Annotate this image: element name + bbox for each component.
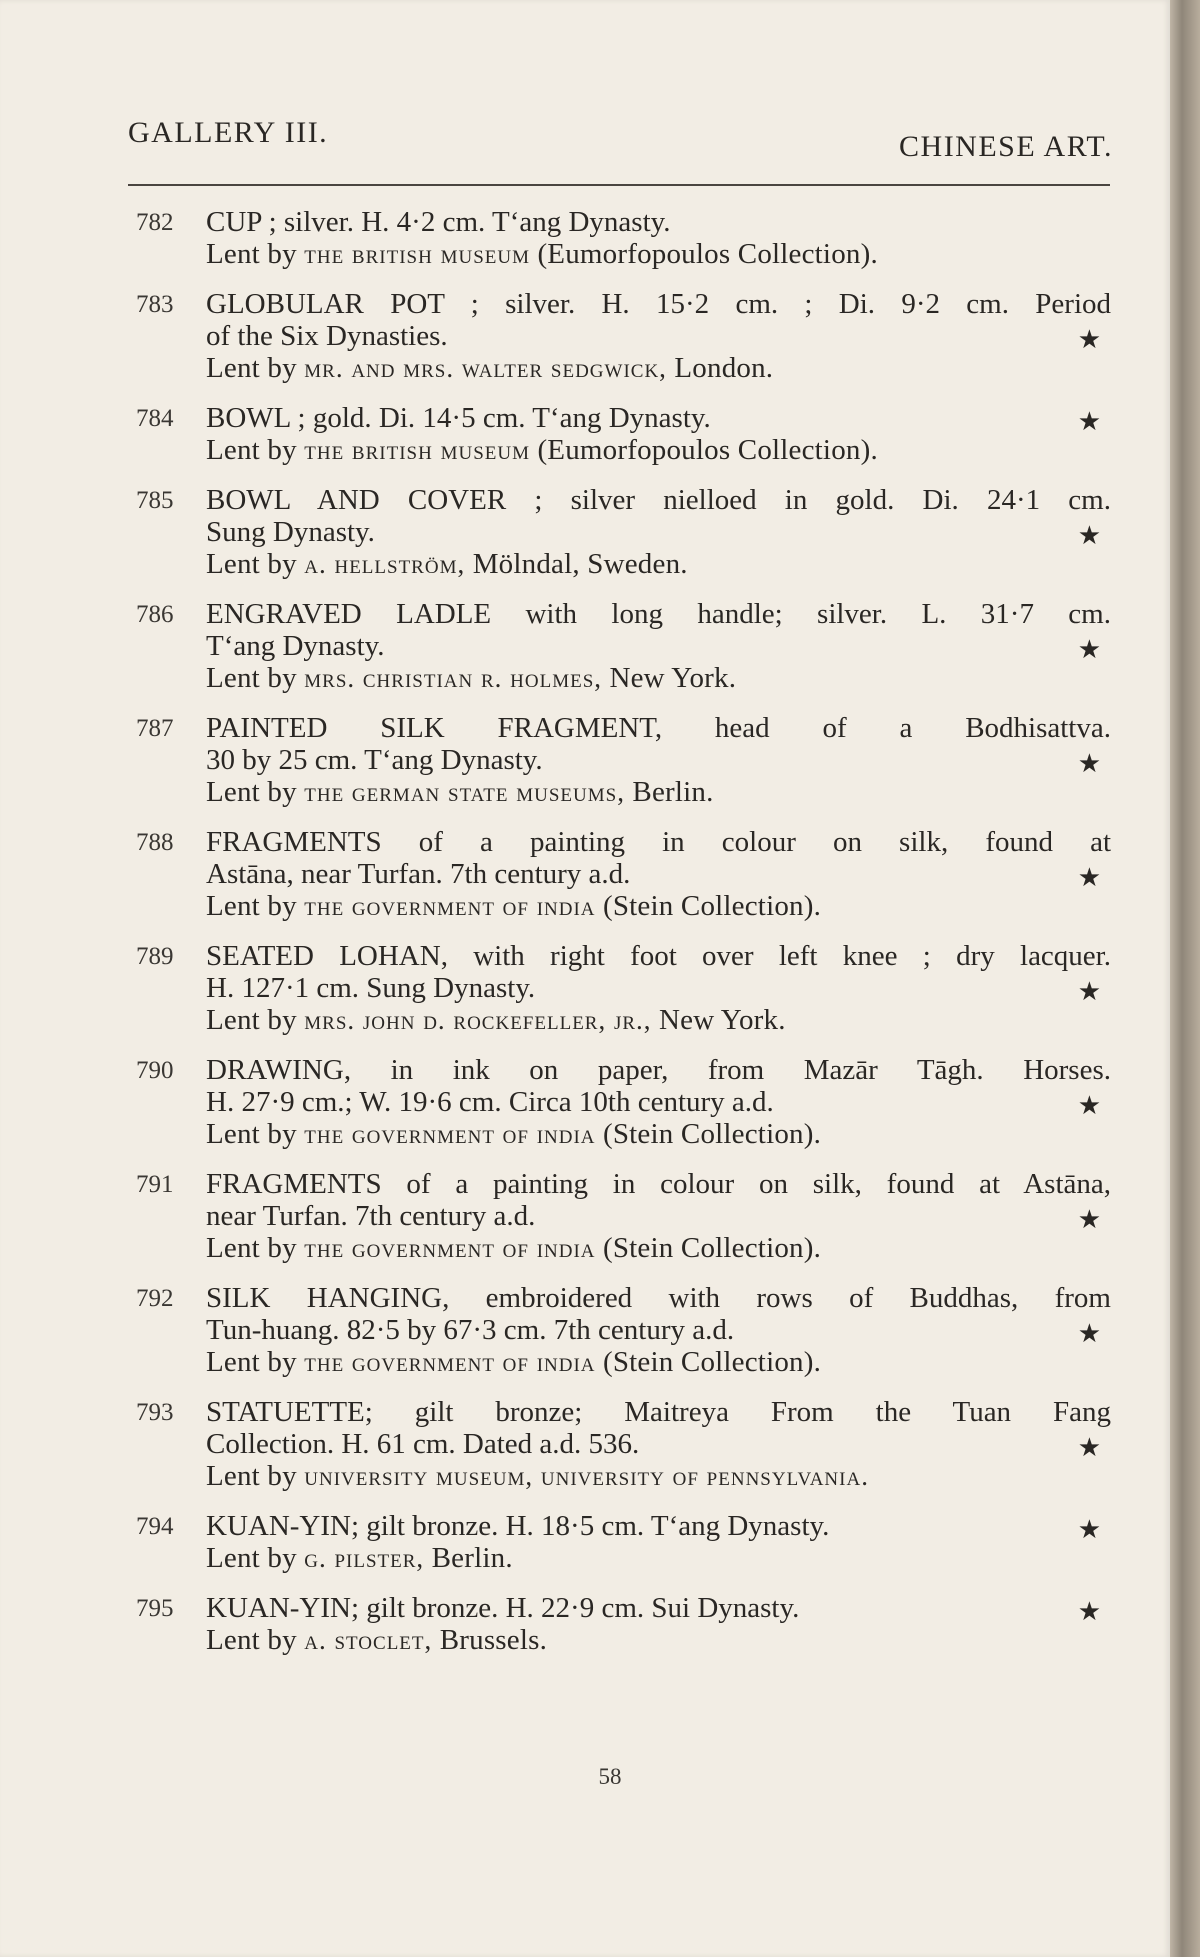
entry-description-line [206, 320, 1111, 352]
catalogue-entry [136, 1396, 1111, 1492]
lender-name: the british museum [304, 239, 530, 269]
catalogue-entry [136, 1282, 1111, 1378]
lender-location: (Stein Collection). [602, 1118, 822, 1150]
entry-description-line [206, 1086, 1111, 1118]
entry-description-line [206, 1282, 1111, 1314]
header-rule [128, 184, 1110, 186]
entry-description-line [206, 206, 1111, 238]
entry-description-line [206, 598, 1111, 630]
entry-number: 795 [136, 1595, 174, 1622]
lender-line [206, 238, 1111, 270]
lender-line [206, 662, 1111, 694]
star-icon: ★ [1077, 635, 1101, 664]
lender-line [206, 1460, 1111, 1492]
entry-number: 788 [136, 829, 174, 856]
entry-description-text: BOWL AND COVER ; silver nielloed in gold. Di. 24·1 cm. [206, 484, 1111, 516]
entry-description-text: FRAGMENTS of a painting in colour on silk, found at Astāna, [206, 1168, 1111, 1200]
lender-name: a. hellström, [304, 549, 466, 579]
lender-prefix: Lent by [206, 1542, 297, 1574]
lender-name: the government of india [304, 1233, 596, 1263]
lender-location: Berlin. [632, 776, 714, 808]
entry-description-line [206, 712, 1111, 744]
entry-number: 794 [136, 1513, 174, 1540]
star-icon: ★ [1077, 1515, 1101, 1544]
lender-prefix: Lent by [206, 1460, 297, 1492]
entry-description-text: CUP ; silver. H. 4·2 cm. T‘ang Dynasty. [206, 206, 671, 238]
star-icon: ★ [1077, 1205, 1101, 1234]
lender-line [206, 434, 1111, 466]
lender-prefix: Lent by [206, 1004, 297, 1036]
lender-location: New York. [659, 1004, 786, 1036]
catalogue-entry [136, 484, 1111, 580]
entry-description-line [206, 1396, 1111, 1428]
lender-name: mrs. christian r. holmes, [304, 663, 603, 693]
entry-description-text: GLOBULAR POT ; silver. H. 15·2 cm. ; Di. 9·2 cm. Period [206, 288, 1111, 320]
lender-prefix: Lent by [206, 662, 297, 694]
entry-description-line [206, 1168, 1111, 1200]
catalogue-entry [136, 1592, 1111, 1656]
lender-prefix: Lent by [206, 352, 297, 384]
lender-line [206, 1118, 1111, 1150]
lender-name: mrs. john d. rockefeller, jr., [304, 1005, 652, 1035]
lender-prefix: Lent by [206, 890, 297, 922]
entry-description-line [206, 516, 1111, 548]
lender-location: London. [674, 352, 774, 384]
entry-number: 787 [136, 715, 174, 742]
lender-name: the german state museums, [304, 777, 625, 807]
entry-description-text: near Turfan. 7th century a.d. [206, 1200, 536, 1232]
entry-description-text: Astāna, near Turfan. 7th century a.d. [206, 858, 631, 890]
entry-description-text: H. 27·9 cm.; W. 19·6 cm. Circa 10th century a.d. [206, 1086, 774, 1118]
lender-name: the british museum [304, 435, 530, 465]
star-icon: ★ [1077, 1319, 1101, 1348]
lender-location: Mölndal, Sweden. [472, 548, 688, 580]
lender-prefix: Lent by [206, 434, 297, 466]
lender-prefix: Lent by [206, 1232, 297, 1264]
lender-name: the government of india [304, 891, 596, 921]
lender-prefix: Lent by [206, 548, 297, 580]
lender-name: g. pilster, [304, 1543, 425, 1573]
entry-number: 783 [136, 291, 174, 318]
lender-line [206, 1232, 1111, 1264]
entry-description-line [206, 1592, 1111, 1624]
entry-description-line [206, 940, 1111, 972]
entry-description-text: 30 by 25 cm. T‘ang Dynasty. [206, 744, 543, 776]
lender-location: Brussels. [439, 1624, 548, 1656]
catalogue-entry [136, 1054, 1111, 1150]
star-icon: ★ [1077, 977, 1101, 1006]
entry-description-line [206, 630, 1111, 662]
catalogue-entry [136, 712, 1111, 808]
entry-description-text: Sung Dynasty. [206, 516, 375, 548]
lender-prefix: Lent by [206, 1118, 297, 1150]
entry-description-text: T‘ang Dynasty. [206, 630, 385, 662]
page-number: 58 [598, 1764, 622, 1789]
catalogue-entry [136, 940, 1111, 1036]
entry-description-text: Tun-huang. 82·5 by 67·3 cm. 7th century a.d. [206, 1314, 735, 1346]
entry-description-text: KUAN-YIN; gilt bronze. H. 18·5 cm. T‘ang Dynasty. [206, 1510, 830, 1542]
lender-name: the government of india [304, 1347, 596, 1377]
entry-description-line [206, 744, 1111, 776]
lender-name: mr. and mrs. walter sedgwick, [304, 353, 667, 383]
star-icon: ★ [1077, 325, 1101, 354]
entry-number: 784 [136, 405, 174, 432]
entry-number: 791 [136, 1171, 174, 1198]
lender-line [206, 548, 1111, 580]
entry-description-text: Collection. H. 61 cm. Dated a.d. 536. [206, 1428, 640, 1460]
catalogue-entry [136, 826, 1111, 922]
entry-description-text: FRAGMENTS of a painting in colour on silk, found at [206, 826, 1111, 858]
star-icon: ★ [1077, 521, 1101, 550]
entry-description-line [206, 1314, 1111, 1346]
entry-number: 785 [136, 487, 174, 514]
star-icon: ★ [1077, 1091, 1101, 1120]
entry-description-text: KUAN-YIN; gilt bronze. H. 22·9 cm. Sui Dynasty. [206, 1592, 800, 1624]
lender-line [206, 1542, 1111, 1574]
entry-number: 782 [136, 209, 174, 236]
lender-location: (Stein Collection). [602, 1346, 822, 1378]
lender-line [206, 1346, 1111, 1378]
entry-description-line [206, 1510, 1111, 1542]
lender-location: (Eumorfopoulos Collection). [537, 238, 878, 270]
lender-location: New York. [609, 662, 737, 694]
entry-description-line [206, 1054, 1111, 1086]
entry-number: 793 [136, 1399, 174, 1426]
lender-prefix: Lent by [206, 776, 297, 808]
lender-name: a. stoclet, [304, 1625, 433, 1655]
entry-description-text: SEATED LOHAN, with right foot over left knee ; dry lacquer. [206, 940, 1111, 972]
entry-description-text: of the Six Dynasties. [206, 320, 448, 352]
entry-number: 792 [136, 1285, 174, 1312]
entry-description-text: DRAWING, in ink on paper, from Mazār Tāgh. Horses. [206, 1054, 1111, 1086]
lender-line [206, 776, 1111, 808]
entry-description-line [206, 826, 1111, 858]
entry-description-line [206, 1200, 1111, 1232]
entry-description-line [206, 1428, 1111, 1460]
star-icon: ★ [1077, 1597, 1101, 1626]
entry-description-line [206, 288, 1111, 320]
entry-description-text: PAINTED SILK FRAGMENT, head of a Bodhisattva. [206, 712, 1111, 744]
lender-line [206, 890, 1111, 922]
lender-prefix: Lent by [206, 1346, 297, 1378]
lender-location: (Stein Collection). [602, 1232, 822, 1264]
page-edge [1170, 0, 1200, 1957]
entry-description-line [206, 972, 1111, 1004]
star-icon: ★ [1077, 407, 1101, 436]
entry-description-text: ENGRAVED LADLE with long handle; silver. L. 31·7 cm. [206, 598, 1111, 630]
catalogue-entry [136, 598, 1111, 694]
entry-number: 789 [136, 943, 174, 970]
lender-line [206, 352, 1111, 384]
gallery-heading: GALLERY III. [128, 116, 329, 149]
lender-line [206, 1004, 1111, 1036]
star-icon: ★ [1077, 749, 1101, 778]
star-icon: ★ [1077, 1433, 1101, 1462]
entry-description-line [206, 858, 1111, 890]
running-head [128, 116, 1113, 168]
entry-description-line [206, 402, 1111, 434]
entry-number: 786 [136, 601, 174, 628]
entry-description-text: SILK HANGING, embroidered with rows of Buddhas, from [206, 1282, 1111, 1314]
lender-prefix: Lent by [206, 238, 297, 270]
catalogue-entry [136, 402, 1111, 466]
lender-location: (Eumorfopoulos Collection). [537, 434, 878, 466]
lender-name: the government of india [304, 1119, 596, 1149]
catalogue-entry [136, 1510, 1111, 1574]
catalogue-entry [136, 288, 1111, 384]
catalogue-entries [136, 206, 1111, 1674]
entry-description-text: STATUETTE; gilt bronze; Maitreya From the Tuan Fang [206, 1396, 1111, 1428]
lender-line [206, 1624, 1111, 1656]
entry-number: 790 [136, 1057, 174, 1084]
lender-location: (Stein Collection). [602, 890, 822, 922]
entry-description-text: H. 127·1 cm. Sung Dynasty. [206, 972, 536, 1004]
lender-name: university museum, university of pennsylvania. [304, 1461, 869, 1491]
star-icon: ★ [1077, 863, 1101, 892]
lender-location: Berlin. [431, 1542, 513, 1574]
catalogue-entry [136, 206, 1111, 270]
entry-description-line [206, 484, 1111, 516]
entry-description-text: BOWL ; gold. Di. 14·5 cm. T‘ang Dynasty. [206, 402, 711, 434]
section-heading: CHINESE ART. [899, 130, 1113, 163]
lender-prefix: Lent by [206, 1624, 297, 1656]
catalogue-entry [136, 1168, 1111, 1264]
